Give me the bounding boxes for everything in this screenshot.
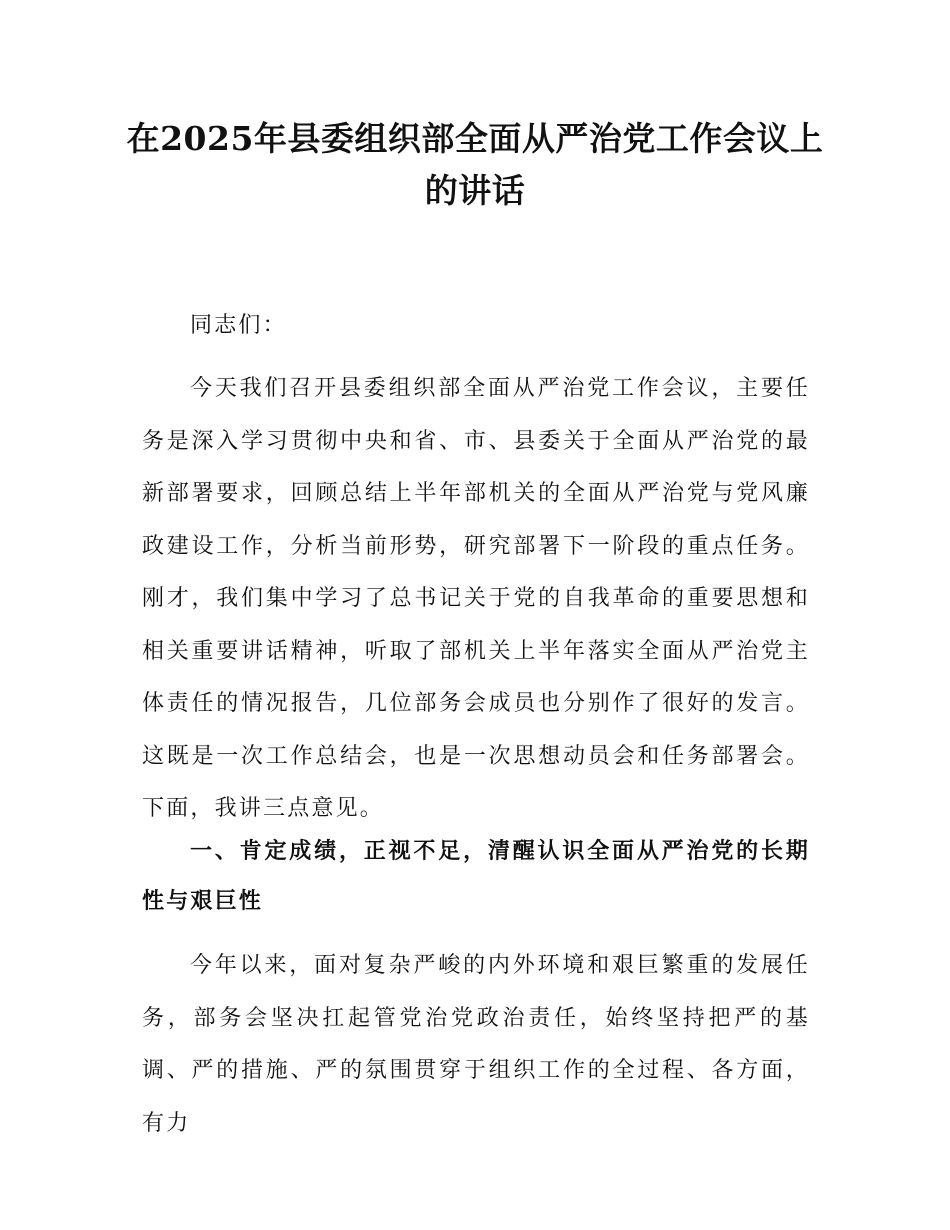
paragraph-opening: 今天我们召开县委组织部全面从严治党工作会议，主要任务是深入学习贯彻中央和省、市、县委关于全面从严治党的最新部署要求，回顾总结上半年部机关的全面从严治党与党风廉政建设工作，分析当前形势，研究部署下一阶段的重点任务。刚才，我们集中学习了总书记关于党的自我革命的重要思想和相关重要讲话精神，听取了部机关上半年落实全面从严治党主体责任的情况报告，几位部务会成员也分别作了很好的发言。这既是一次工作总结会，也是一次思想动员会和任务部署会。下面，我讲三点意见。 [142,376,810,821]
salutation: 同志们： [190,313,287,338]
document-title: 在2025年县委组织部全面从严治党工作会议上的讲话 [126,119,824,210]
section-heading-1: 一、肯定成绩，正视不足，清醒认识全面从严治党的长期性与艰巨性 [142,839,810,914]
paragraph-section-1: 今年以来，面对复杂严峻的内外环境和艰巨繁重的发展任务，部务会坚决扛起管党治党政治责任，始终坚持把严的基调、严的措施、严的氛围贯穿于组织工作的全过程、各方面，有力 [142,953,810,1136]
